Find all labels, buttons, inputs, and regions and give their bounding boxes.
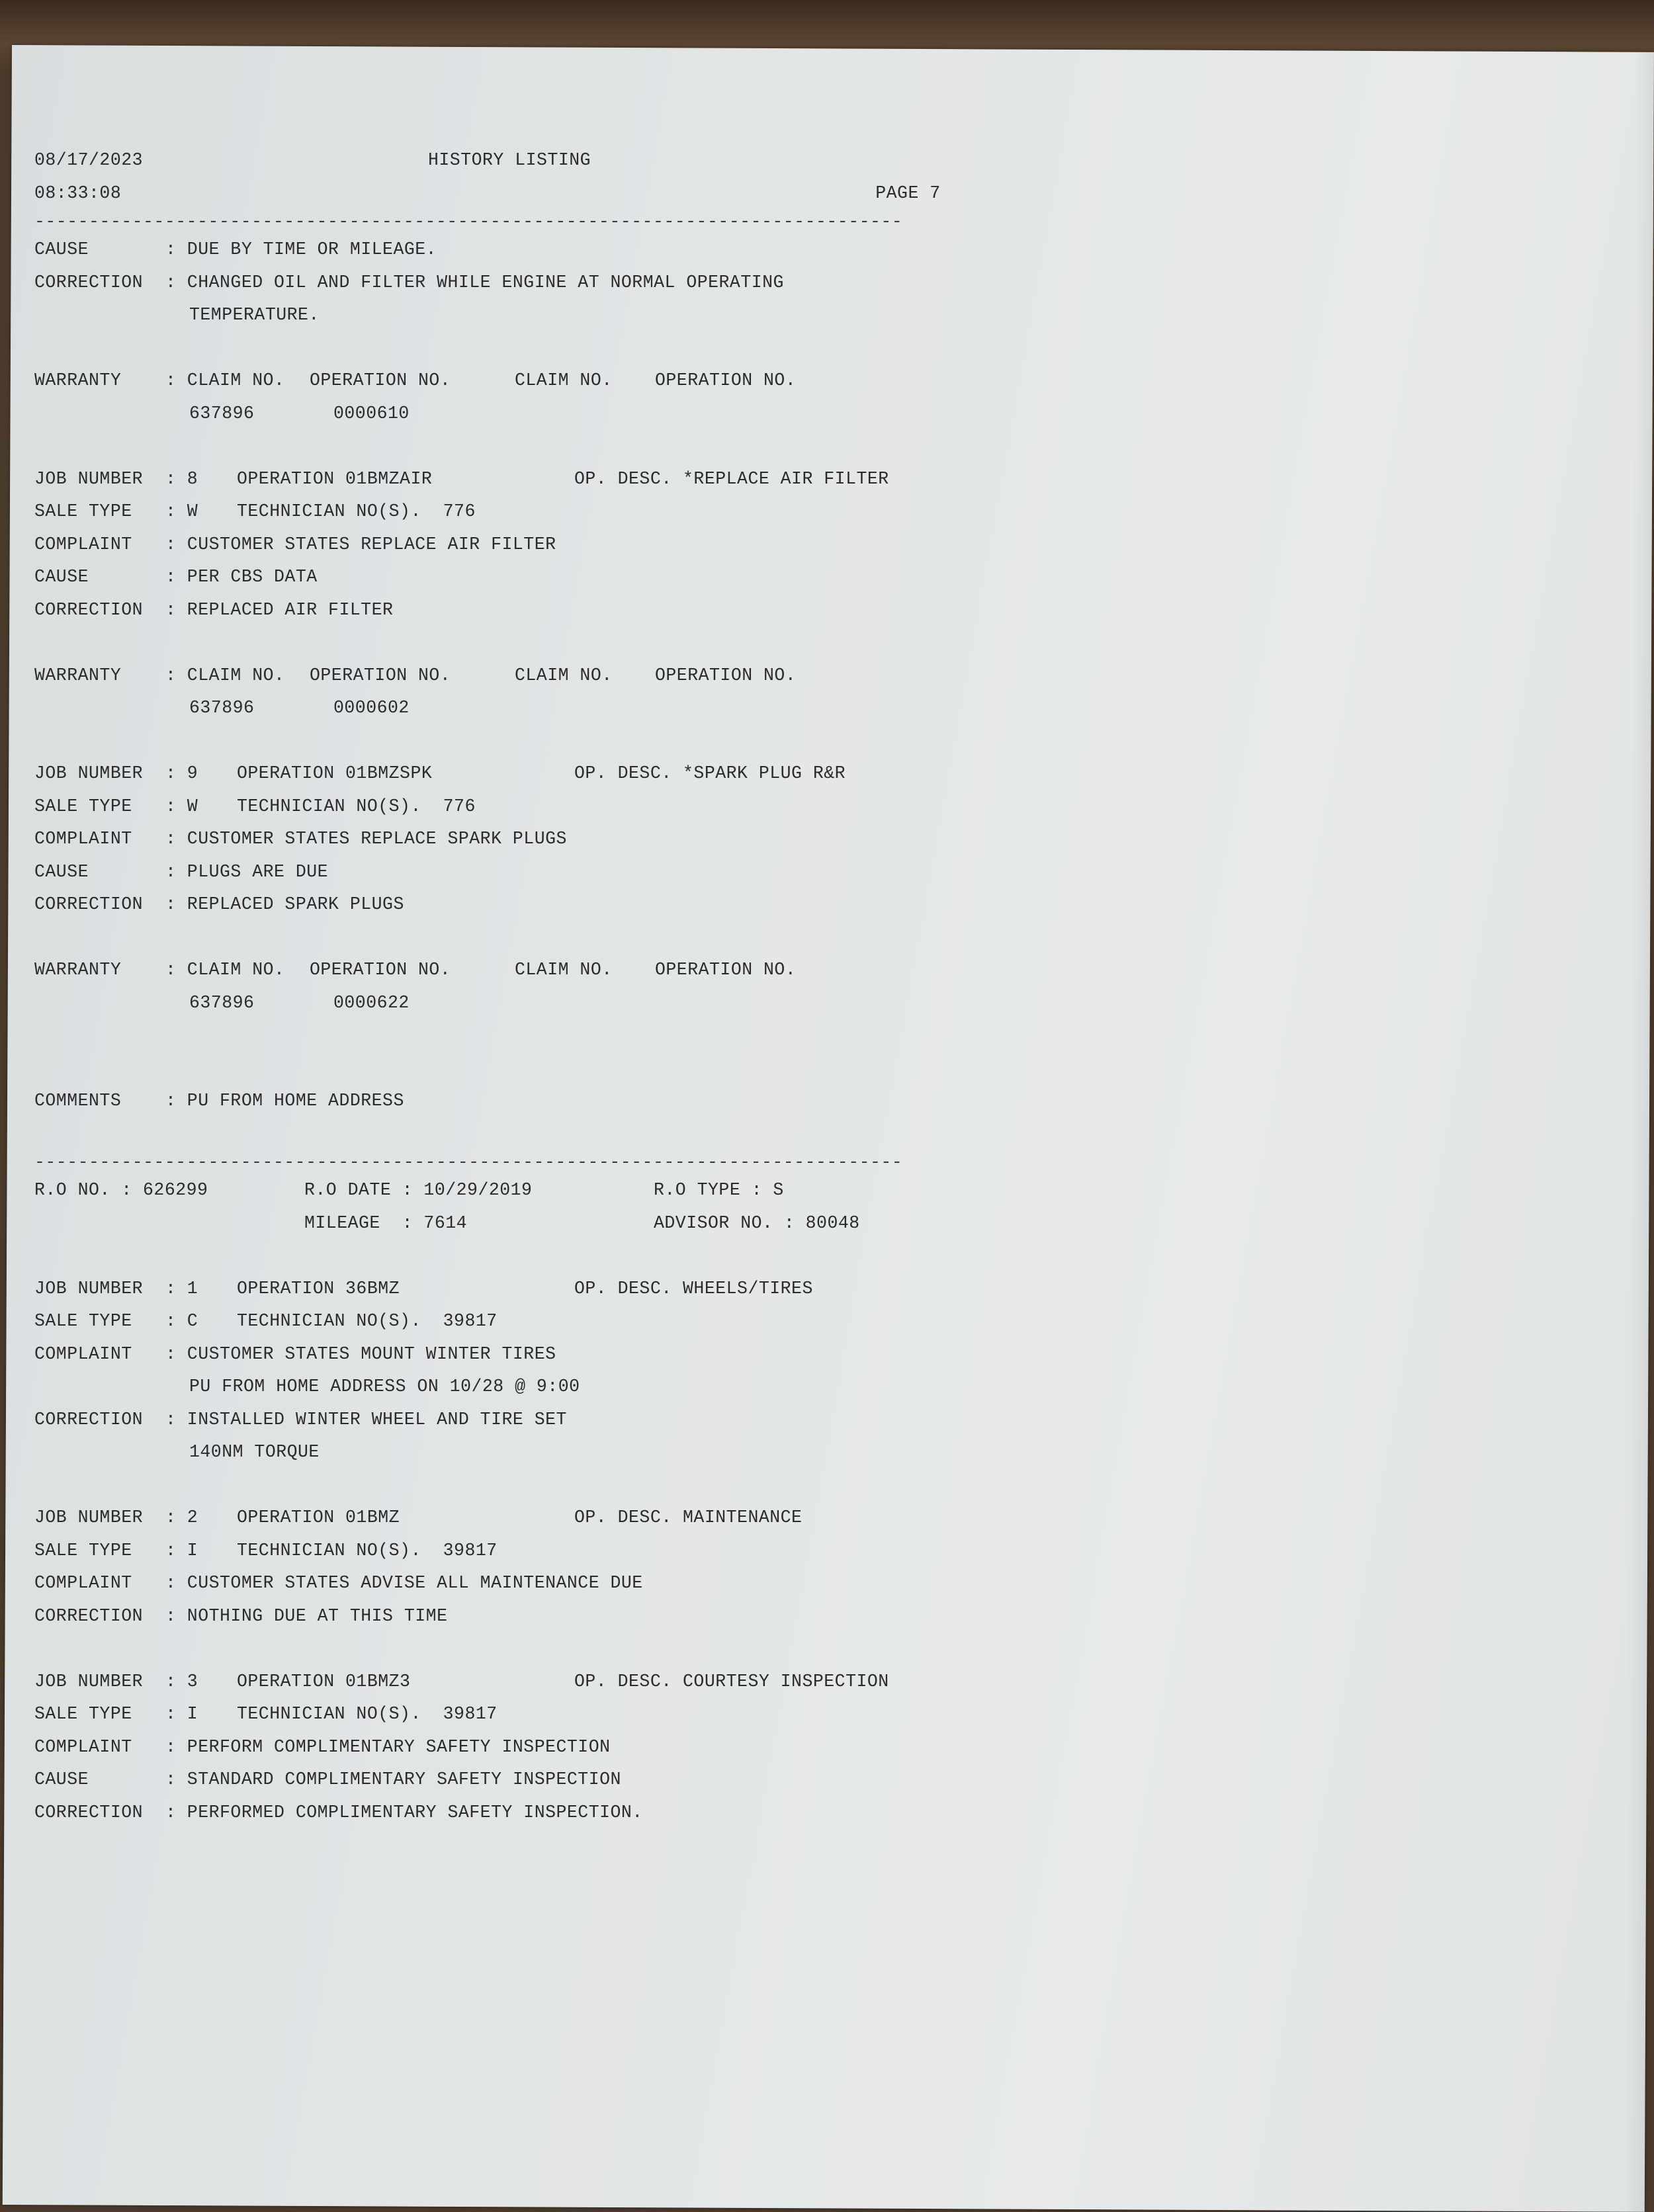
complaint-label: COMPLAINT	[34, 1343, 132, 1364]
cause-value: : DUE BY TIME OR MILEAGE.	[165, 239, 437, 259]
job-number-label: JOB NUMBER	[34, 763, 144, 783]
job-2-sale-line	[34, 1535, 994, 1568]
complaint-value: : CUSTOMER STATES REPLACE SPARK PLUGS	[165, 829, 567, 849]
job-3-sale-line	[34, 1698, 994, 1731]
warranty-label: WARRANTY	[34, 665, 122, 685]
job-1-correction-continued	[34, 1436, 994, 1469]
correction-label: CORRECTION	[34, 1605, 144, 1626]
warranty-header-2	[34, 659, 994, 693]
sale-type-label: SALE TYPE	[34, 1540, 132, 1560]
job-3-cause-line	[34, 1764, 994, 1797]
warranty-claim-number: 637896	[189, 992, 255, 1013]
job-number-label: JOB NUMBER	[34, 1278, 144, 1298]
correction-value: : REPLACED SPARK PLUGS	[165, 894, 404, 914]
job-number-value: : 1	[165, 1278, 198, 1298]
page-number: PAGE 7	[875, 183, 941, 203]
warranty-values-2	[34, 692, 994, 725]
warranty-label: WARRANTY	[34, 370, 122, 390]
complaint-label: COMPLAINT	[34, 829, 132, 849]
job-number-label: JOB NUMBER	[34, 468, 144, 489]
correction-label: CORRECTION	[34, 1802, 144, 1822]
technician-number: TECHNICIAN NO(S). 776	[237, 796, 476, 816]
job-number-value: : 2	[165, 1508, 198, 1527]
warranty-col-operation-2: OPERATION NO.	[655, 665, 797, 685]
job-9-complaint-line	[34, 823, 994, 856]
sale-type-value: : W	[165, 501, 198, 521]
job-8-sale-line	[34, 495, 994, 529]
complaint-value: : CUSTOMER STATES MOUNT WINTER TIRES	[165, 1343, 556, 1364]
complaint-label: COMPLAINT	[34, 1573, 132, 1593]
job-number-value: : 9	[165, 763, 198, 783]
correction-value-continued: TEMPERATURE.	[189, 305, 320, 325]
correction-value: : PERFORMED COMPLIMENTARY SAFETY INSPECTION.	[165, 1802, 643, 1822]
job-1-correction-line	[34, 1404, 994, 1437]
cause-label: CAUSE	[34, 1769, 89, 1789]
warranty-operation-number: 0000602	[333, 698, 410, 718]
warranty-claim-number: 637896	[189, 698, 255, 718]
warranty-operation-number: 0000622	[333, 992, 410, 1013]
top-correction-line	[34, 267, 994, 300]
complaint-value: : CUSTOMER STATES ADVISE ALL MAINTENANCE DUE	[165, 1573, 643, 1593]
job-1-complaint-continued	[34, 1371, 994, 1404]
warranty-values-1	[34, 398, 994, 431]
divider-rule-top: --------------------------------------------------------------------------------	[34, 212, 903, 232]
cause-label: CAUSE	[34, 567, 89, 587]
technician-number: TECHNICIAN NO(S). 776	[237, 501, 476, 521]
comments-label: COMMENTS	[34, 1091, 122, 1111]
job-9-correction-line	[34, 888, 994, 921]
ro-number: R.O NO. : 626299	[34, 1180, 208, 1200]
ro-line-1	[34, 1174, 994, 1207]
technician-number: TECHNICIAN NO(S). 39817	[237, 1311, 498, 1331]
comments-value: : PU FROM HOME ADDRESS	[165, 1091, 404, 1111]
correction-label: CORRECTION	[34, 599, 144, 620]
job-1-complaint-line	[34, 1338, 994, 1371]
job-8-line	[34, 463, 994, 496]
header-line-1	[34, 144, 994, 177]
job-8-cause-line	[34, 561, 994, 594]
complaint-label: COMPLAINT	[34, 1736, 132, 1757]
complaint-value: : PERFORM COMPLIMENTARY SAFETY INSPECTION	[165, 1736, 611, 1757]
job-9-cause-line	[34, 856, 994, 889]
warranty-col-claim: : CLAIM NO.	[165, 370, 285, 390]
technician-number: TECHNICIAN NO(S). 39817	[237, 1704, 498, 1724]
warranty-col-operation: OPERATION NO.	[310, 665, 451, 685]
top-correction-continued	[34, 299, 994, 332]
warranty-values-3	[34, 987, 994, 1020]
warranty-col-claim: : CLAIM NO.	[165, 960, 285, 980]
warranty-col-claim: : CLAIM NO.	[165, 665, 285, 685]
ro-date: R.O DATE : 10/29/2019	[304, 1180, 533, 1200]
warranty-col-operation: OPERATION NO.	[310, 960, 451, 980]
warranty-col-operation-2: OPERATION NO.	[655, 960, 797, 980]
warranty-col-operation: OPERATION NO.	[310, 370, 451, 390]
operation-code: OPERATION 36BMZ	[237, 1278, 400, 1298]
correction-value: : CHANGED OIL AND FILTER WHILE ENGINE AT NORMAL OPERATING	[165, 272, 784, 292]
operation-description: OP. DESC. MAINTENANCE	[574, 1508, 803, 1527]
warranty-col-claim-2: CLAIM NO.	[515, 370, 613, 390]
job-8-complaint-line	[34, 529, 994, 562]
warranty-col-operation-2: OPERATION NO.	[655, 370, 797, 390]
warranty-label: WARRANTY	[34, 960, 122, 980]
sale-type-value: : C	[165, 1311, 198, 1331]
warranty-operation-number: 0000610	[333, 403, 410, 423]
job-3-line	[34, 1666, 994, 1699]
operation-description: OP. DESC. WHEELS/TIRES	[574, 1278, 813, 1298]
operation-description: OP. DESC. *SPARK PLUG R&R	[574, 763, 846, 783]
report-title: HISTORY LISTING	[428, 150, 591, 170]
operation-code: OPERATION 01BMZ3	[237, 1671, 411, 1691]
correction-value: : NOTHING DUE AT THIS TIME	[165, 1605, 448, 1626]
correction-value: : INSTALLED WINTER WHEEL AND TIRE SET	[165, 1409, 567, 1429]
job-2-correction-line	[34, 1600, 994, 1633]
cause-label: CAUSE	[34, 861, 89, 882]
mileage: MILEAGE : 7614	[304, 1212, 468, 1233]
warranty-col-claim-2: CLAIM NO.	[515, 665, 613, 685]
ro-type: R.O TYPE : S	[654, 1180, 784, 1200]
correction-value-continued: 140NM TORQUE	[189, 1442, 320, 1462]
cause-value: : PLUGS ARE DUE	[165, 861, 329, 882]
print-date: 08/17/2023	[34, 150, 144, 170]
job-2-line	[34, 1502, 994, 1535]
operation-code: OPERATION 01BMZAIR	[237, 468, 433, 489]
sale-type-label: SALE TYPE	[34, 796, 132, 816]
warranty-header-3	[34, 954, 994, 987]
sale-type-value: : I	[165, 1540, 198, 1560]
advisor-number: ADVISOR NO. : 80048	[654, 1212, 860, 1233]
sale-type-label: SALE TYPE	[34, 1311, 132, 1331]
cause-value: : PER CBS DATA	[165, 567, 318, 587]
job-number-label: JOB NUMBER	[34, 1671, 144, 1691]
cause-value: : STANDARD COMPLIMENTARY SAFETY INSPECTION	[165, 1769, 621, 1789]
job-8-correction-line	[34, 594, 994, 627]
divider-rule-middle: --------------------------------------------------------------------------------	[34, 1152, 903, 1172]
cause-label: CAUSE	[34, 239, 89, 259]
job-3-complaint-line	[34, 1731, 994, 1764]
correction-label: CORRECTION	[34, 894, 144, 914]
complaint-label: COMPLAINT	[34, 534, 132, 554]
operation-code: OPERATION 01BMZSPK	[237, 763, 433, 783]
complaint-value: : CUSTOMER STATES REPLACE AIR FILTER	[165, 534, 556, 554]
job-9-line	[34, 757, 994, 790]
warranty-claim-number: 637896	[189, 403, 255, 423]
operation-code: OPERATION 01BMZ	[237, 1508, 400, 1527]
sale-type-label: SALE TYPE	[34, 1704, 132, 1724]
job-number-label: JOB NUMBER	[34, 1508, 144, 1527]
job-number-value: : 8	[165, 468, 198, 489]
top-cause-line	[34, 234, 994, 267]
technician-number: TECHNICIAN NO(S). 39817	[237, 1540, 498, 1560]
history-listing-printout	[34, 144, 994, 1829]
print-time: 08:33:08	[34, 183, 122, 203]
sale-type-label: SALE TYPE	[34, 501, 132, 521]
complaint-value-continued: PU FROM HOME ADDRESS ON 10/28 @ 9:00	[189, 1377, 580, 1396]
header-line-2	[34, 177, 994, 210]
comments-line	[34, 1085, 994, 1118]
job-3-correction-line	[34, 1797, 994, 1830]
correction-label: CORRECTION	[34, 1409, 144, 1429]
job-1-line	[34, 1273, 994, 1306]
paper-edge-shadow	[1625, 52, 1654, 2212]
ro-line-2	[34, 1207, 994, 1240]
operation-description: OP. DESC. COURTESY INSPECTION	[574, 1671, 889, 1691]
correction-label: CORRECTION	[34, 272, 144, 292]
warranty-header-1	[34, 364, 994, 398]
sale-type-value: : I	[165, 1704, 198, 1724]
job-number-value: : 3	[165, 1671, 198, 1691]
job-1-sale-line	[34, 1305, 994, 1338]
correction-value: : REPLACED AIR FILTER	[165, 599, 394, 620]
warranty-col-claim-2: CLAIM NO.	[515, 960, 613, 980]
operation-description: OP. DESC. *REPLACE AIR FILTER	[574, 468, 889, 489]
job-2-complaint-line	[34, 1567, 994, 1600]
job-9-sale-line	[34, 790, 994, 824]
sale-type-value: : W	[165, 796, 198, 816]
